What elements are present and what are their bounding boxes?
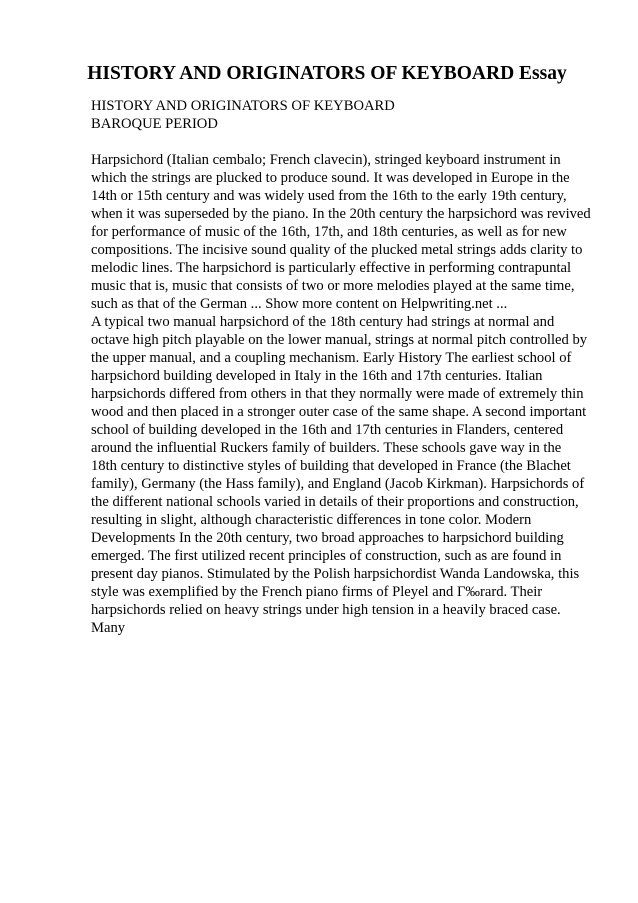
document-title: HISTORY AND ORIGINATORS OF KEYBOARD Essay [87,63,567,84]
text-line: which the strings are plucked to produce sound. It was developed in Europe in the [91,170,570,186]
text-line: harpsichords relied on heavy strings under high tension in a heavily braced case. [91,602,561,618]
text-line: octave high pitch playable on the lower manual, strings at normal pitch controlled by [91,332,588,348]
text-line: music that is, music that consists of two or more melodies played at the same time, [91,278,575,294]
text-line: wood and then placed in a stronger outer case of the same shape. A second important [91,404,587,420]
text-line: 14th or 15th century and was widely used from the 16th to the early 19th century, [91,188,567,204]
text-line: 18th century to distinctive styles of building that developed in France (the Blachet [91,458,571,474]
paragraph-spacer [91,133,591,151]
text-line: for performance of music of the 16th, 17th, and 18th centuries, as well as for new [91,224,567,240]
text-line: present day pianos. Stimulated by the Polish harpsichordist Wanda Landowska, this [91,566,580,582]
text-line: around the influential Ruckers family of builders. These schools gave way in the [91,440,562,456]
subheading-line: BAROQUE PERIOD [91,116,218,132]
text-line: when it was superseded by the piano. In the 20th century the harpsichord was revived [91,206,591,222]
subheading [91,97,591,133]
text-line: such as that of the German ... Show more content on Helpwriting.net ... [91,296,508,312]
text-line: harpsichord building developed in Italy in the 16th and 17th centuries. Italian [91,368,543,384]
text-line: A typical two manual harpsichord of the 18th century had strings at normal and [91,314,555,330]
text-line: the different national schools varied in details of their proportions and construction, [91,494,579,510]
paragraph-2 [91,313,591,637]
text-line: melodic lines. The harpsichord is particularly effective in performing contrapuntal [91,260,572,276]
text-line: Developments In the 20th century, two broad approaches to harpsichord building [91,530,564,546]
text-line: Harpsichord (Italian cembalo; French clavecin), stringed keyboard instrument in [91,152,561,168]
text-line: school of building developed in the 16th and 17th centuries in Flanders, centered [91,422,564,438]
text-line: harpsichords differed from others in that they normally were made of extremely thin [91,386,584,402]
document-body [91,97,591,637]
paragraph-1 [91,151,591,313]
text-line: resulting in slight, although characteristic differences in tone color. Modern [91,512,532,528]
text-line: Many [91,620,126,636]
subheading-line: HISTORY AND ORIGINATORS OF KEYBOARD [91,98,395,114]
text-line: the upper manual, and a coupling mechanism. Early History The earliest school of [91,350,572,366]
text-line: style was exemplified by the French piano firms of Pleyel and Г‰rard. Their [91,584,543,600]
text-line: family), Germany (the Hass family), and England (Jacob Kirkman). Harpsichords of [91,476,585,492]
text-line: compositions. The incisive sound quality of the plucked metal strings adds clarity to [91,242,583,258]
text-line: emerged. The first utilized recent principles of construction, such as are found in [91,548,562,564]
